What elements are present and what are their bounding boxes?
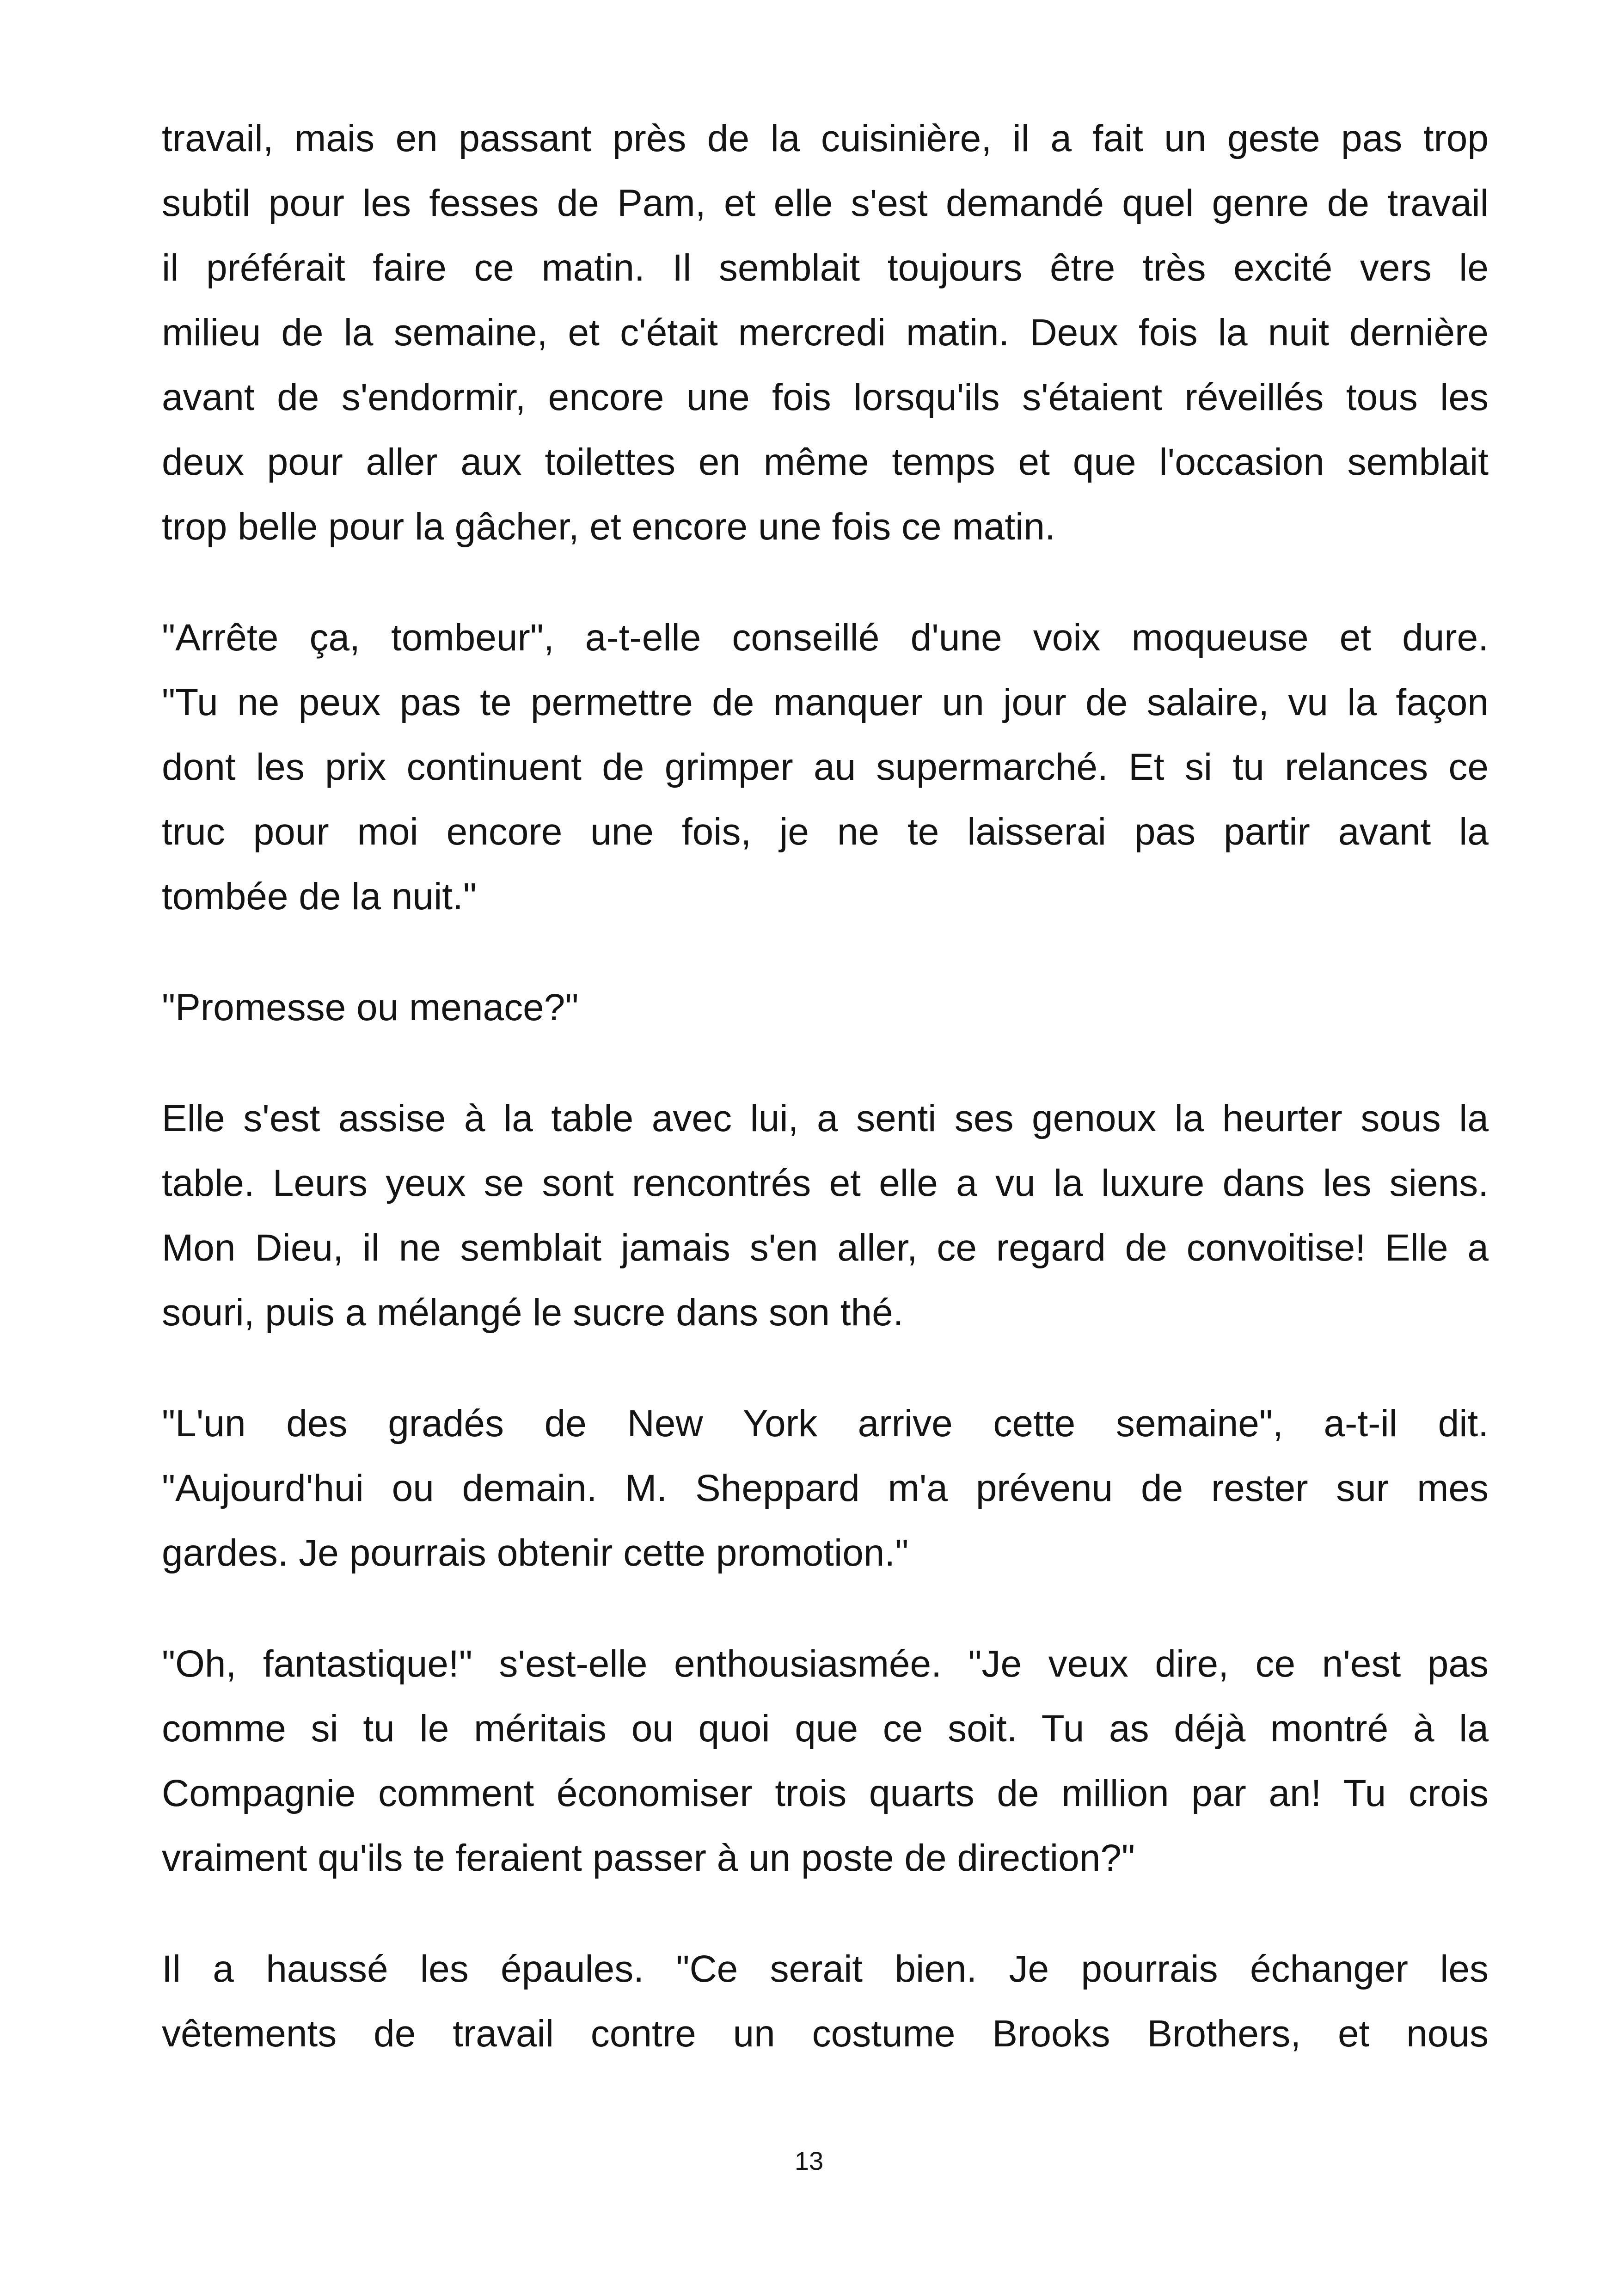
text-line: table. Leurs yeux se sont rencontrés et elle a vu la luxure dans les siens. xyxy=(162,1162,1489,1204)
paragraph xyxy=(162,106,1489,559)
text-line: "Promesse ou menace?" xyxy=(162,986,579,1029)
text-line: "Oh, fantastique!" s'est-elle enthousiasmée. "Je veux dire, ce n'est pas xyxy=(162,1643,1489,1685)
text-line: avant de s'endormir, encore une fois lorsqu'ils s'étaient réveillés tous les xyxy=(162,376,1489,418)
text-line: comme si tu le méritais ou quoi que ce soit. Tu as déjà montré à la xyxy=(162,1708,1489,1750)
text-line: "Arrête ça, tombeur", a-t-elle conseillé d'une voix moqueuse et dure. xyxy=(162,617,1489,659)
text-line: Compagnie comment économiser trois quarts de million par an! Tu crois xyxy=(162,1772,1489,1814)
text-line: "Aujourd'hui ou demain. M. Sheppard m'a prévenu de rester sur mes xyxy=(162,1467,1489,1509)
paragraph xyxy=(162,975,1489,1040)
text-line: Il a haussé les épaules. "Ce serait bien. Je pourrais échanger les xyxy=(162,1948,1489,1990)
text-line: "Tu ne peux pas te permettre de manquer un jour de salaire, vu la façon xyxy=(162,681,1489,723)
paragraph xyxy=(162,1937,1489,2066)
text-line: gardes. Je pourrais obtenir cette promotion." xyxy=(162,1532,909,1574)
text-line: vraiment qu'ils te feraient passer à un poste de direction?" xyxy=(162,1837,1135,1879)
paragraph xyxy=(162,606,1489,929)
text-line: Mon Dieu, il ne semblait jamais s'en aller, ce regard de convoitise! Elle a xyxy=(162,1227,1489,1269)
text-line: souri, puis a mélangé le sucre dans son thé. xyxy=(162,1292,904,1334)
page-number: 13 xyxy=(794,2146,824,2175)
text-line: "L'un des gradés de New York arrive cette semaine", a-t-il dit. xyxy=(162,1402,1489,1445)
text-line: milieu de la semaine, et c'était mercredi matin. Deux fois la nuit dernière xyxy=(162,312,1489,354)
text-line: truc pour moi encore une fois, je ne te laisserai pas partir avant la xyxy=(162,811,1489,853)
paragraph xyxy=(162,1086,1489,1345)
text-line: dont les prix continuent de grimper au supermarché. Et si tu relances ce xyxy=(162,746,1489,788)
text-line: tombée de la nuit." xyxy=(162,876,477,918)
text-line: il préférait faire ce matin. Il semblait toujours être très excité vers le xyxy=(162,247,1489,289)
paragraph xyxy=(162,1632,1489,1891)
paragraph xyxy=(162,1391,1489,1586)
text-line: travail, mais en passant près de la cuisinière, il a fait un geste pas trop xyxy=(162,117,1489,159)
text-line: vêtements de travail contre un costume Brooks Brothers, et nous xyxy=(162,2013,1489,2055)
text-line: subtil pour les fesses de Pam, et elle s'est demandé quel genre de travail xyxy=(162,182,1489,224)
text-line: Elle s'est assise à la table avec lui, a senti ses genoux la heurter sous la xyxy=(162,1097,1489,1139)
text-line: trop belle pour la gâcher, et encore une fois ce matin. xyxy=(162,506,1055,548)
text-line: deux pour aller aux toilettes en même temps et que l'occasion semblait xyxy=(162,441,1489,483)
body-text xyxy=(162,106,1489,2112)
